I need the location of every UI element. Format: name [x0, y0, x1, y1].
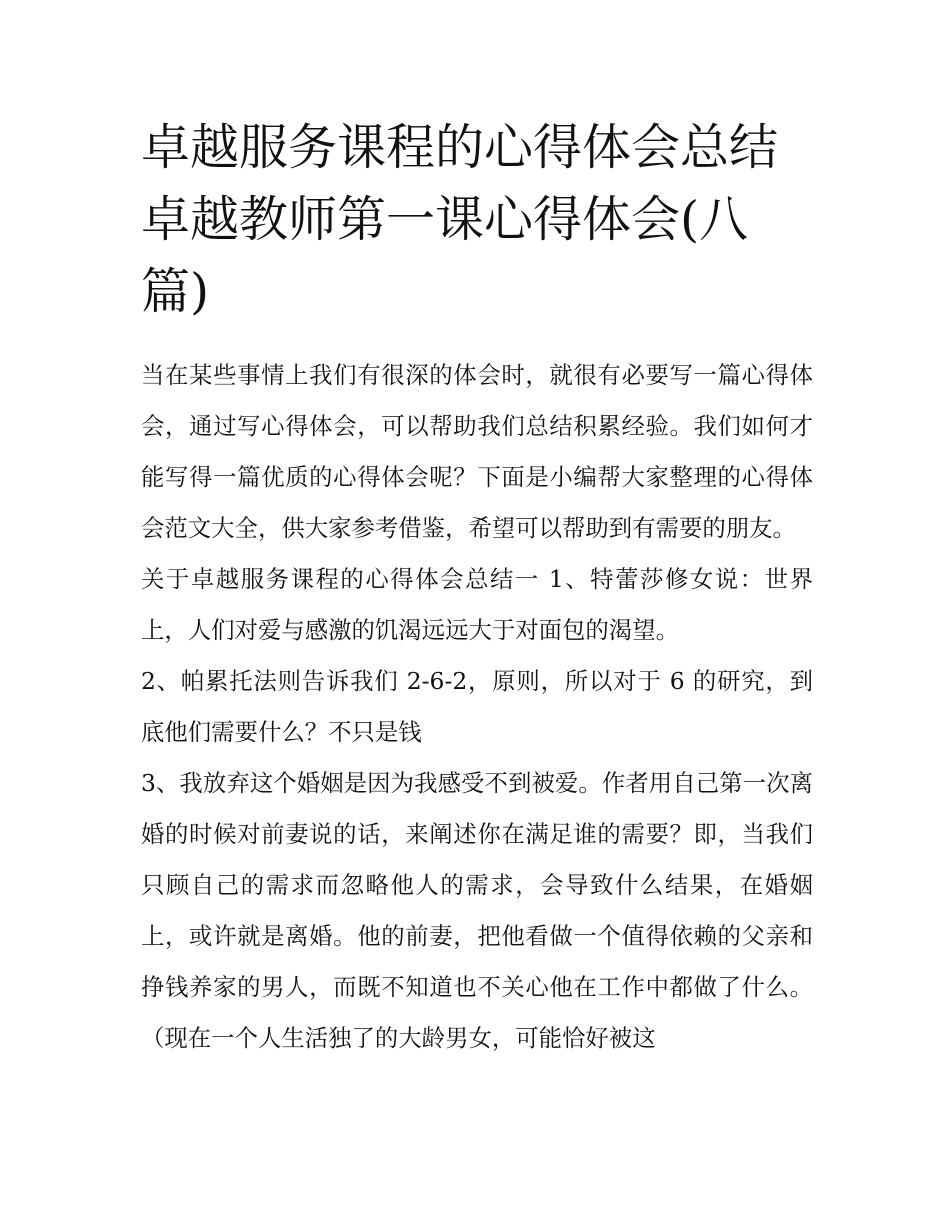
- intro-paragraph: 当在某些事情上我们有很深的体会时，就很有必要写一篇心得体会，通过写心得体会，可以帮助我们总结积累经验。我们如何才能写得一篇优质的心得体会呢？下面是小编帮大家整理的心得体会范文大全，供大家参考借鉴，希望可以帮助到有需要的朋友。: [141, 361, 813, 542]
- document-body: [141, 350, 813, 1064]
- paragraph-point-3: 3、我放弃这个婚姻是因为我感受不到被爱。作者用自己第一次离婚的时候对前妻说的话，来阐述你在满足谁的需要？即，当我们只顾自己的需求而忽略他人的需求，会导致什么结果，在婚姻上，或许就是离婚。他的前妻，把他看做一个值得依赖的父亲和挣钱养家的男人，而既不知道也不关心他在工作中都做了什么。（现在一个人生活独了的大龄男女，可能恰好被这: [141, 769, 813, 1052]
- document-page: [141, 112, 813, 1064]
- paragraph-point-1: 关于卓越服务课程的心得体会总结一 1、特蕾莎修女说：世界上，人们对爱与感激的饥渴远远大于对面包的渴望。: [141, 565, 813, 644]
- paragraph-point-2: 2、帕累托法则告诉我们 2-6-2，原则，所以对于 6 的研究，到底他们需要什么？不只是钱: [141, 667, 813, 746]
- document-title: 卓越服务课程的心得体会总结卓越教师第一课心得体会(八篇): [141, 119, 779, 320]
